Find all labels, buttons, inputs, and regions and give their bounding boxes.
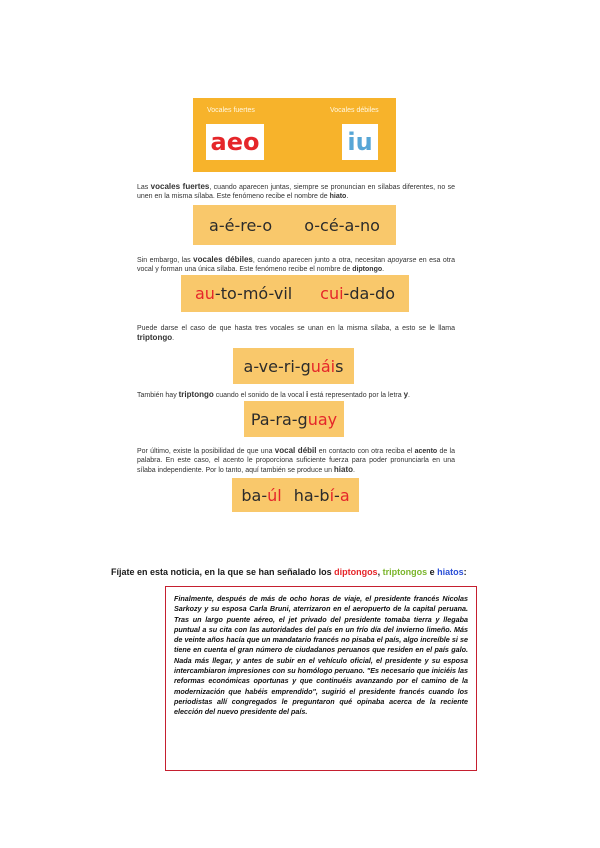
keyword-acento: acento: [414, 448, 438, 455]
text-run: .: [382, 266, 385, 273]
text-run: cuando el sonido de la vocal: [213, 392, 306, 399]
vocal-debil-paragraph: [137, 446, 455, 475]
text-run: Puede darse el caso de que hasta tres vocales se unan en la misma sílaba, a esto se le llama: [137, 325, 455, 332]
hiato-paragraph: [137, 182, 455, 201]
text-run: También hay: [137, 392, 179, 399]
text-run: .: [346, 193, 349, 200]
keyword-y: y: [403, 390, 409, 399]
highlight: uay: [307, 409, 338, 429]
weak-vowels-card: [342, 124, 378, 160]
news-intro-line: [111, 567, 467, 577]
text-run: .: [172, 335, 175, 342]
text-run: -da-do: [343, 284, 395, 303]
strong-vowels-text: aeo: [210, 128, 260, 156]
text-run: Pa-ra-g: [250, 409, 308, 429]
keyword-triptongos: triptongos: [382, 567, 428, 577]
example-word: [294, 486, 350, 505]
weak-vowels-header: Vocales débiles: [330, 107, 379, 114]
text-run: -to-mó-vil: [214, 284, 293, 303]
text-run: :: [463, 567, 467, 577]
text-run: .: [408, 392, 410, 399]
text-run: e: [427, 567, 438, 577]
text-run: ,: [377, 567, 383, 577]
example-word: a-é-re-o: [209, 215, 273, 235]
triptongo-y-example-box: [244, 401, 344, 437]
text-run: , cuando aparecen juntas, siempre se pronuncian en sílabas diferentes, no se unen en la misma sílaba. Este fenómeno recibe el nombre de: [137, 184, 455, 200]
text-run: Por último, existe la posibilidad de que una: [137, 448, 275, 455]
highlight: au: [194, 284, 215, 303]
text-run: está representado por la letra: [308, 392, 404, 399]
emphasis: apoyarse: [387, 257, 417, 264]
triptongo-y-paragraph: [137, 390, 455, 400]
text-run: Fíjate en esta noticia, en la que se han señalado los: [111, 567, 335, 577]
text-run: de la palabra. En este caso, el acento le proporciona suficiente fuerza para poder pronunciarla en una sílaba independiente. Por lo tanto, aquí también se produce un: [137, 448, 455, 474]
text-run: .: [353, 467, 355, 474]
diptongo-examples-box: [181, 275, 409, 312]
keyword-vocal-debil: vocal débil: [274, 446, 317, 455]
news-box: [165, 586, 477, 771]
keyword-diptongo: diptongo: [352, 266, 383, 273]
keyword-hiatos: hiatos: [437, 567, 464, 577]
keyword-triptongo: triptongo: [178, 390, 214, 399]
keyword-weak-vowels: vocales débiles: [193, 255, 253, 264]
example-word: [244, 357, 344, 376]
keyword-diptongos: diptongos: [334, 567, 378, 577]
highlight: i: [339, 284, 344, 303]
example-word: [195, 284, 292, 303]
highlight: í: [329, 485, 335, 505]
weak-vowels-text: iu: [347, 128, 373, 156]
keyword-triptongo: triptongo: [137, 333, 173, 342]
keyword-hiato: hiato: [329, 193, 347, 200]
diptongo-paragraph: [137, 255, 455, 274]
vocal-debil-examples-box: [232, 478, 359, 512]
keyword-strong-vowels: vocales fuertes: [150, 182, 210, 191]
text-run: -: [334, 485, 340, 505]
text-run: cu: [320, 284, 340, 303]
example-word: [251, 410, 337, 429]
keyword-i: i: [305, 390, 309, 399]
text-run: , cuando aparecen junto a otra, necesitan: [252, 257, 388, 264]
highlight: uái: [310, 356, 336, 376]
highlight: a: [339, 485, 350, 505]
text-run: Las: [137, 184, 151, 191]
hiato-examples-box: [193, 205, 396, 245]
text-run: s: [335, 356, 344, 376]
example-word: [320, 284, 395, 303]
vowel-panel: [193, 98, 396, 172]
text-run: Sin embargo, las: [137, 257, 194, 264]
news-text: Finalmente, después de más de ocho horas de viaje, el presidente francés Nicolas Sarkozy y su esposa Carla Bruni, aterrizaron en el aeropuerto de la capital peruana. Tras un largo puente aéreo, el jet privado del presidente tomaba tierra y llegaba puntual a su cita con las autoridades del país en un frío día del invierno limeño. Más de veinte años hacía que un mandatario francés no pisaba el país, algo increíble si se tiene en cuenta el gran número de ciudadanos peruanos que residen en el país galo. Nada más llegar, y antes de subir en el vehículo oficial, el presidente y su esposa intercambiaron impresiones con su homólogo peruano. "Es necesario que iniciéis las reformas económicas oportunas y que continuéis avanzando por el camino de la modernización que habéis emprendido", sugirió el presidente francés cuando los periodistas allí congregados le preguntaron qué opinaba acerca de la reciente elección del nuevo presidente del país.: [174, 594, 468, 717]
keyword-hiato: hiato: [333, 465, 354, 474]
text-run: ha-b: [293, 485, 330, 505]
text-run: ba-: [241, 485, 268, 505]
triptongo-paragraph: [137, 324, 455, 343]
text-run: a-ve-ri-g: [243, 356, 311, 376]
strong-vowels-card: [206, 124, 264, 160]
text-run: en contacto con otra reciba el: [316, 448, 415, 455]
text-run: en esa otra vocal y forman una única sílaba. Este fenómeno recibe el nombre de: [137, 257, 455, 273]
example-word: o-cé-a-no: [304, 215, 380, 235]
example-word: [241, 486, 281, 505]
highlight: úl: [267, 485, 282, 505]
strong-vowels-header: Vocales fuertes: [207, 107, 255, 114]
triptongo-example-box: [233, 348, 354, 384]
